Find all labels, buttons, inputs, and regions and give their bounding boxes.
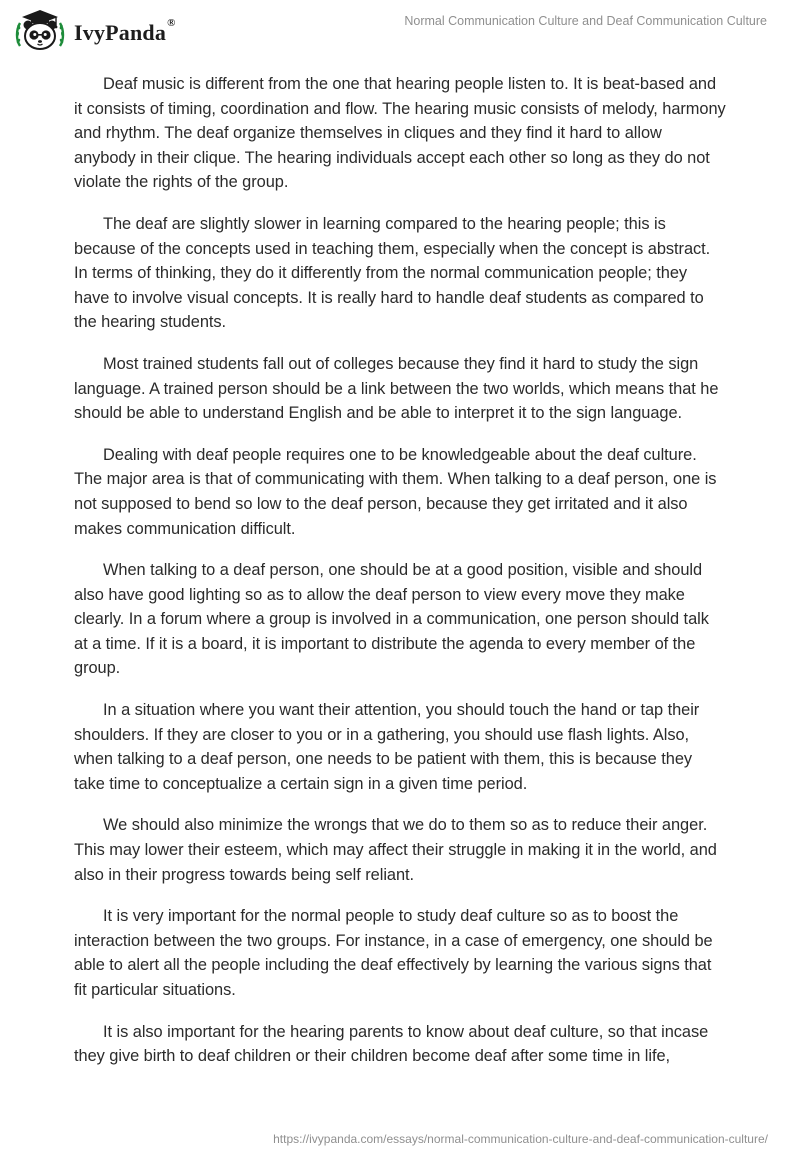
paragraph: In a situation where you want their attention, you should touch the hand or tap their shoulders. If they are closer to you or in a gathering, you should use flash lights. Also, when talking to a deaf person, one needs to be patient with them, this is because they take time to conceptualize a certain sign in a given time period.	[74, 701, 700, 793]
paragraph: Deaf music is different from the one that hearing people listen to. It is beat-based and it consists of timing, coordination and flow. The hearing music consists of melody, harmony and rhythm. The deaf organize themselves in cliques and they find it hard to allow anybody in their clique. The hearing individuals accept each other so long as they do not violate the rights of the group.	[74, 75, 726, 192]
paragraph: It is very important for the normal people to study deaf culture so as to boost the interaction between the two groups. For instance, in a case of emergency, one should be able to alert all the people including the deaf effectively by learning the various signs that fit particular situations.	[74, 907, 713, 999]
source-url-link[interactable]: https://ivypanda.com/essays/normal-communication-culture-and-deaf-communication-culture/	[273, 1132, 768, 1146]
paragraph: Most trained students fall out of colleges because they find it hard to study the sign language. A trained person should be a link between the two worlds, which means that he should be able to understand English and be able to interpret it to the sign language.	[74, 354, 719, 423]
ivypanda-logo[interactable]	[14, 8, 176, 54]
essay-body	[74, 72, 726, 1086]
registered-mark: ®	[167, 17, 176, 29]
paragraph: The deaf are slightly slower in learning compared to the hearing people; this is because of the concepts used in teaching them, especially when the concept is abstract. In terms of thinking, they do it differently from the normal communication people; they have to involve visual concepts. It is really hard to handle deaf students as compared to the hearing students.	[74, 214, 711, 332]
paragraph: When talking to a deaf person, one should be at a good position, visible and should also have good lighting so as to allow the deaf person to view every move they make clearly. In a forum where a group is involved in a communication, one person should talk at a time. If it is a board, it is important to distribute the agenda to every member of the group.	[74, 561, 709, 678]
document-title: Normal Communication Culture and Deaf Communication Culture	[404, 14, 767, 28]
logo-wordmark	[74, 17, 176, 46]
panda-graduate-logo-icon	[14, 8, 66, 54]
paragraph: We should also minimize the wrongs that we do to them so as to reduce their anger. This may lower their esteem, which may affect their struggle in making it in the world, and also in their progress towards being self reliant.	[74, 816, 717, 884]
logo-text: IvyPanda	[74, 20, 167, 45]
paragraph: Dealing with deaf people requires one to be knowledgeable about the deaf culture. The major area is that of communicating with them. When talking to a deaf person, one is not supposed to bend so low to the deaf person, because they get irritated and it also makes communication difficult.	[74, 445, 717, 538]
page-header	[0, 0, 800, 60]
paragraph: It is also important for the hearing parents to know about deaf culture, so that incase they give birth to deaf children or their children become deaf after some time in life,	[74, 1022, 709, 1066]
